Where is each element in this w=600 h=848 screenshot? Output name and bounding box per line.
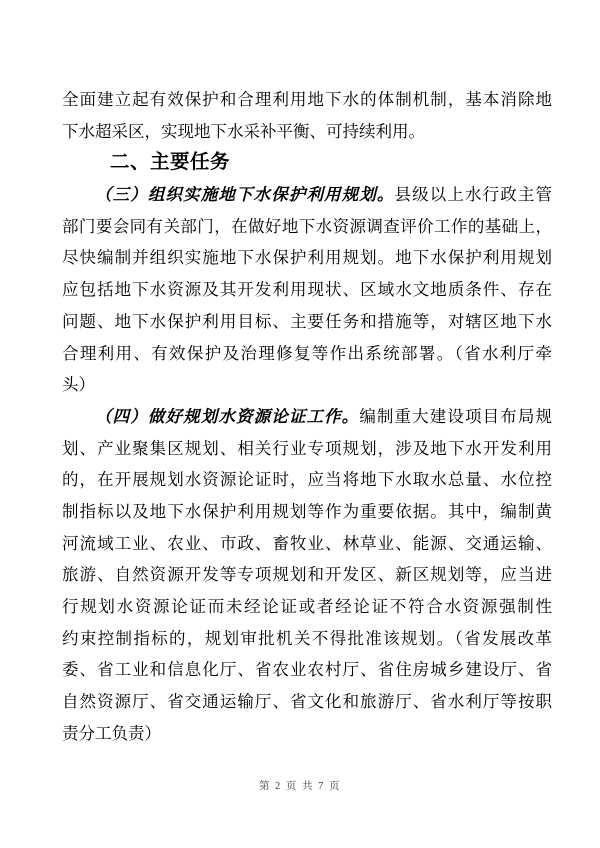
text-segment-normal: 县级以上水行政主管 xyxy=(394,185,553,205)
text-segment-normal: 头） xyxy=(62,375,95,395)
text-line xyxy=(62,686,552,718)
text-segment-normal: 河流域工业、农业、市政、畜牧业、林草业、能源、交通运输、 xyxy=(62,533,552,553)
text-segment-normal: 合理利用、有效保护及治理修复等作出系统部署。（省水利厅牵 xyxy=(62,343,552,363)
text-segment-normal: 应包括地下水资源及其开发利用现状、区域水文地质条件、存在 xyxy=(62,280,552,300)
text-line xyxy=(62,718,552,750)
text-segment-kai: （四）做好规划水资源论证工作。 xyxy=(95,406,360,426)
text-segment-normal: 问题、地下水保护利用目标、主要任务和措施等，对辖区地下水 xyxy=(62,311,552,331)
text-segment-normal: 行规划水资源论证而未经论证或者经论证不符合水资源强制性 xyxy=(62,597,552,616)
text-line xyxy=(62,496,552,528)
text-segment-normal: 的，在开展规划水资源论证时，应当将地下水取水总量、水位控 xyxy=(62,470,552,490)
text-segment-kai: （三）组织实施地下水保护利用规划。 xyxy=(95,185,395,205)
text-segment-normal: 编制重大建设项目布局规 xyxy=(359,406,553,426)
text-line xyxy=(62,401,552,433)
text-segment-normal: 责分工负责） xyxy=(62,723,161,743)
text-line xyxy=(62,84,552,116)
text-line xyxy=(62,338,552,370)
text-line xyxy=(62,179,552,211)
text-segment-normal: 旅游、自然资源开发等专项规划和开发区、新区规划等，应当进 xyxy=(62,565,552,585)
text-segment-normal: 全面建立起有效保护和合理利用地下水的体制机制，基本消除地 xyxy=(62,90,552,109)
page-footer xyxy=(0,778,600,793)
page-number-label: 第 2 页 共 7 页 xyxy=(258,781,342,792)
text-segment-normal: 自然资源厅、省交通运输厅、省文化和旅游厅、省水利厅等按职 xyxy=(62,692,552,712)
text-segment-normal: 下水超采区，实现地下水采补平衡、可持续利用。 xyxy=(62,121,425,141)
text-line xyxy=(62,623,552,655)
text-line xyxy=(62,116,552,148)
section-heading xyxy=(62,147,552,179)
text-segment-normal: 约束控制指标的，规划审批机关不得批准该规划。（省发展改革 xyxy=(62,628,552,648)
text-line xyxy=(62,274,552,306)
text-line xyxy=(62,242,552,274)
text-segment-heading: 二、主要任务 xyxy=(110,151,231,174)
text-line xyxy=(62,528,552,560)
text-line xyxy=(62,211,552,243)
text-segment-normal: 制指标以及地下水保护利用规划等作为重要依据。其中，编制黄 xyxy=(62,501,552,521)
text-line xyxy=(62,654,552,686)
text-line xyxy=(62,433,552,465)
text-line xyxy=(62,464,552,496)
text-line xyxy=(62,591,552,623)
text-line xyxy=(62,306,552,338)
text-line xyxy=(62,559,552,591)
text-segment-normal: 部门要会同有关部门，在做好地下水资源调查评价工作的基础上， xyxy=(62,216,552,236)
text-segment-normal: 委、省工业和信息化厅、省农业农村厅、省住房城乡建设厅、省 xyxy=(62,660,552,680)
text-segment-normal: 划、产业聚集区规划、相关行业专项规划，涉及地下水开发利用 xyxy=(62,438,552,458)
text-segment-normal: 尽快编制并组织实施地下水保护利用规划。地下水保护利用规划 xyxy=(62,248,552,268)
text-line xyxy=(62,369,552,401)
document-body xyxy=(62,84,552,749)
